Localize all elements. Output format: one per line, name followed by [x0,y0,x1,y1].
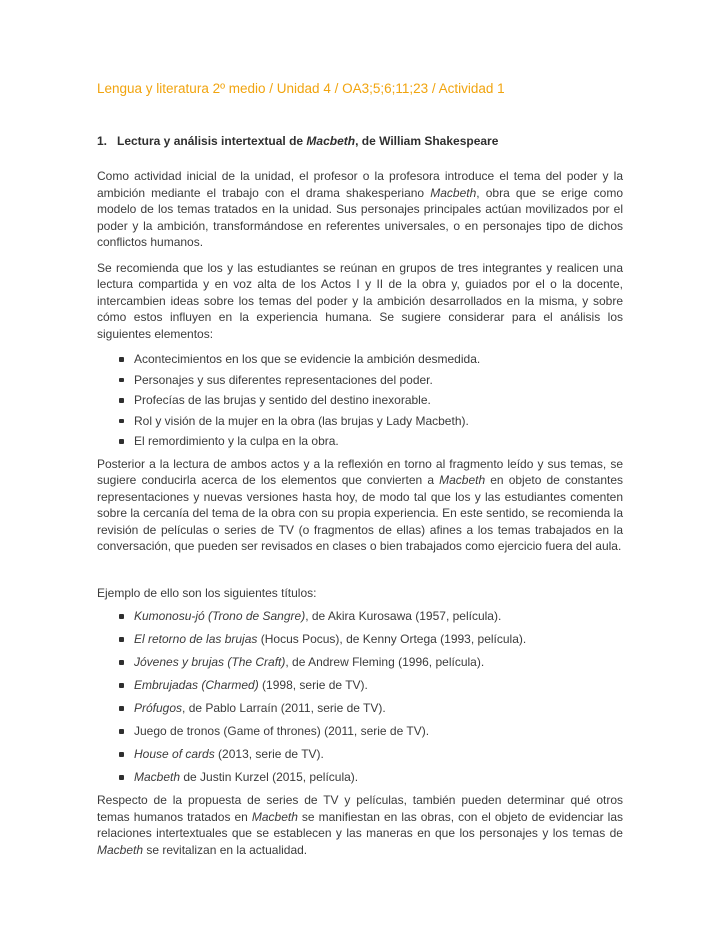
text-run: Ejemplo de ello son los siguientes títulos: [97,585,317,600]
text-run: , de Akira Kurosawa (1957, película). [305,609,502,623]
text-run: (2013, serie de TV). [214,747,324,761]
text-run: (1998, serie de TV). [258,678,368,692]
section-number: 1. [97,134,108,148]
text-run: Respecto de la propuesta de series de TV y películas, también pueden determinar qué otros temas humanos tratados en [97,793,627,824]
text-run: (Hocus Pocus), de Kenny Ortega (1993, película). [257,632,527,646]
list-item [119,723,623,740]
text-run: en objeto de constantes representaciones y nuevas versiones hasta hoy, de modo tal que los y las estudiantes comenten sobre la cercanía del tema de la obra con su propia experiencia. En este sentido, se recomienda la revisión de películas o series de TV (o fragmentos de ellas) afines a los temas trabajados en la conversación, que pueden ser revisados en clases o bien trabajados como ejercicio fuera del aula. [97,473,627,553]
text-run: Macbeth [439,473,486,487]
text-run: Profecías de las brujas y sentido del destino inexorable. [134,393,431,407]
text-run: , de William Shakespeare [355,134,499,148]
text-run: Macbeth [97,842,144,857]
list-item [119,413,623,430]
text-run: Personajes y sus diferentes representaciones del poder. [134,372,433,387]
text-run: se manifiestan en las obras, con el objeto de evidenciar las relaciones intertextuales que se establecen y las maneras en que los personajes y los temas de [97,809,627,840]
text-run: Como actividad inicial de la unidad, el profesor o la profesora introduce el tema del poder y la ambición mediante el trabajo con el drama shakesperiano [97,169,627,200]
list-item [119,392,623,409]
text-run: , de Andrew Fleming (1996, película). [285,655,485,669]
text-run: Macbeth [306,134,356,148]
text-run: Se recomienda que los y las estudiantes se reúnan en grupos de tres integrantes y realicen una lectura compartida y en voz alta de los Actos I y II de la obra y, guiados por el o la docente, intercambien ideas sobre los temas del poder y la ambición desarrollados en la misma, y sobre cómo estos influyen en la experiencia humana. Se sugiere considerar para el análisis los siguientes elementos: [97,260,627,341]
text-run: Macbeth [430,185,477,200]
list-item [119,372,623,389]
paragraph-intro [97,168,627,251]
list-item [119,608,623,625]
text-run: Embrujadas (Charmed) [134,678,259,692]
section-heading [97,134,623,149]
list-item [119,631,623,648]
paragraph-reading-groups [97,260,627,343]
text-run: , de Pablo Larraín (2011, serie de TV). [182,701,386,715]
text-run: Kumonosu-jó (Trono de Sangre) [134,609,306,623]
text-run: Lectura y análisis intertextual de [117,134,307,148]
list-item [119,677,623,694]
text-run: , obra que se erige como modelo de los temas tratados en la unidad. Sus personajes principales actúan movilizados por el poder y la ambición, transformándose en referentes universales, o en personajes tipo de dichos conflictos humanos. [97,185,627,249]
text-run: Macbeth [134,770,181,784]
text-run: Posterior a la lectura de ambos actos y a la reflexión en torno al fragmento leído y sus temas, se sugiere conducirla acerca de los elementos que convierten a [97,456,627,487]
list-item [119,433,623,450]
section-title [117,134,498,149]
text-run: Prófugos [134,701,183,715]
text-run: House of cards [134,747,215,761]
text-run: Acontecimientos en los que se evidencie la ambición desmedida. [134,352,481,366]
text-run: Juego de tronos (Game of thrones) (2011, serie de TV). [134,724,430,738]
list-item [119,769,623,786]
example-titles-list [97,608,623,786]
text-run: Macbeth [251,809,298,824]
text-run: El remordimiento y la culpa en la obra. [134,434,339,448]
paragraph-closing [97,792,627,858]
text-run: se revitalizan en la actualidad. [143,842,308,857]
paragraph-post-reading [97,456,627,555]
list-item [119,746,623,763]
text-run: Jóvenes y brujas (The Craft) [134,655,286,669]
paragraph-examples-intro [97,585,623,602]
list-item [119,351,623,368]
text-run: de Justin Kurzel (2015, película). [180,770,359,784]
list-item [119,654,623,671]
text-run: El retorno de las brujas [134,632,258,646]
text-run: Rol y visión de la mujer en la obra (las brujas y Lady Macbeth). [134,413,469,428]
analysis-elements-list [97,351,623,450]
list-item [119,700,623,717]
breadcrumb: Lengua y literatura 2º medio / Unidad 4 / OA3;5;6;11;23 / Actividad 1 [97,81,505,96]
